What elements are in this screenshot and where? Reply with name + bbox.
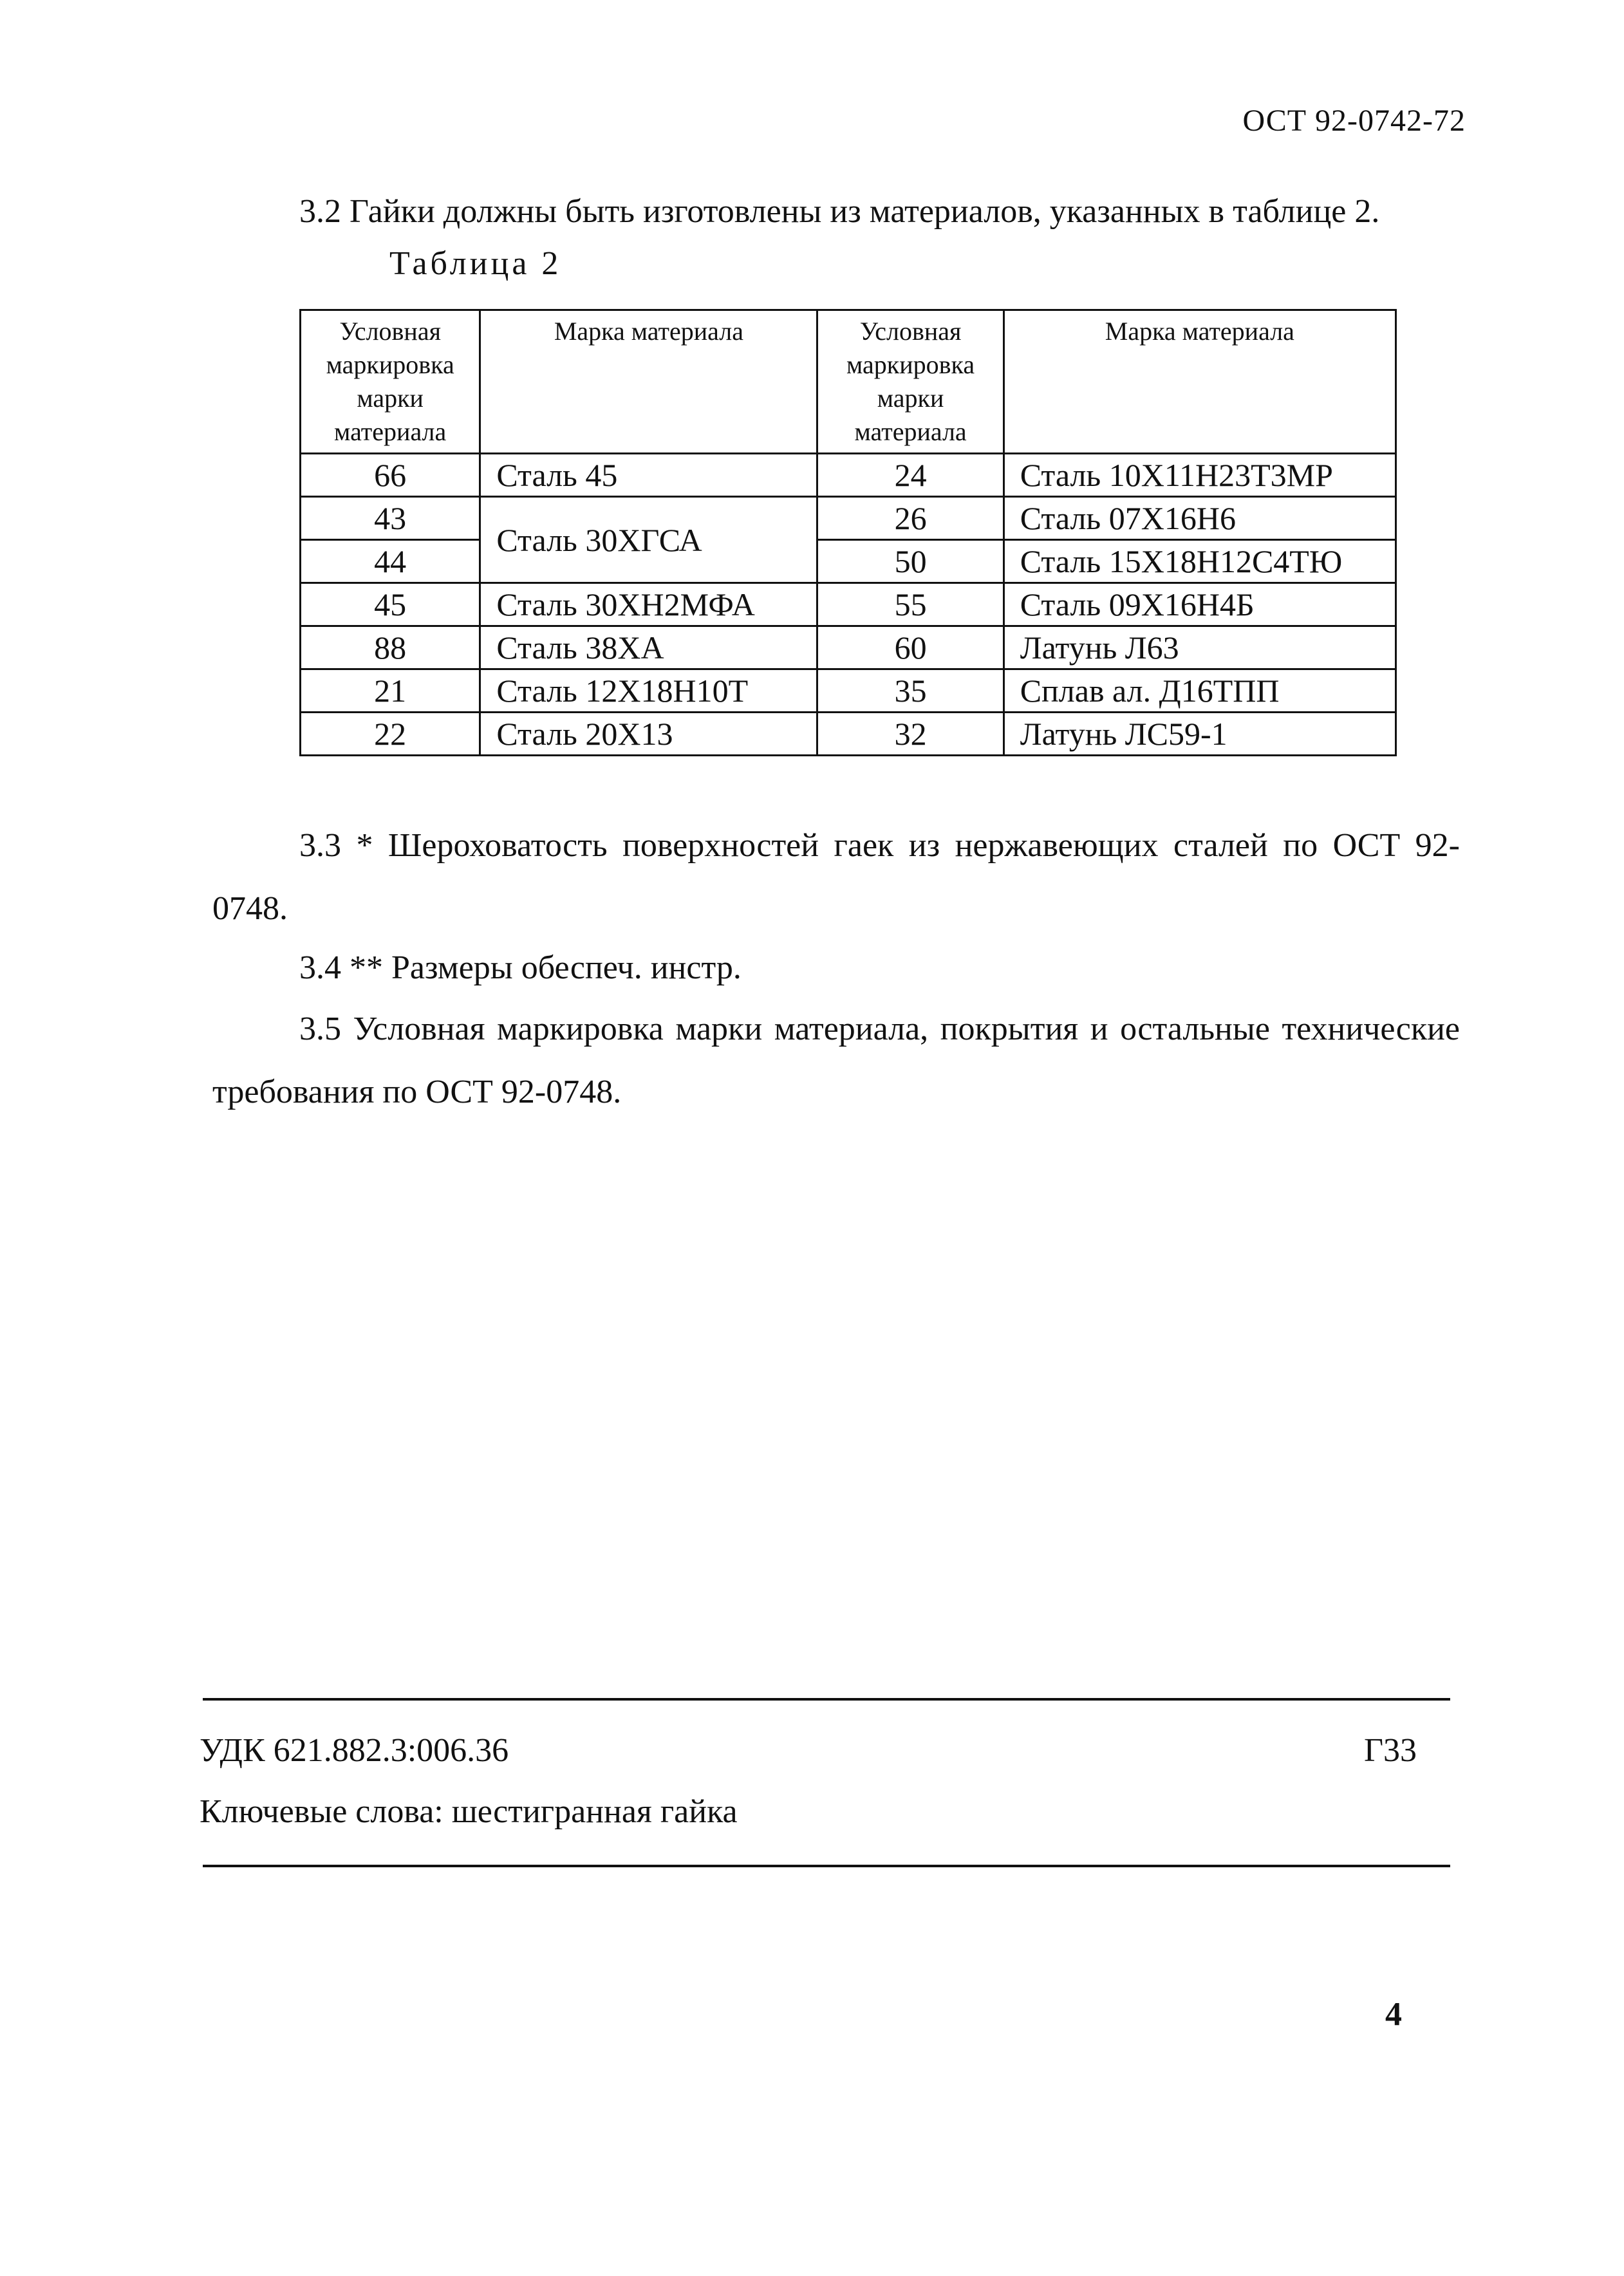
table-cell-code: 43 xyxy=(301,497,480,540)
table-cell-code: 35 xyxy=(817,669,1003,713)
table-row xyxy=(301,540,1396,583)
table-cell-code: 22 xyxy=(301,713,480,756)
udk-code: УДК 621.882.3:006.36 xyxy=(200,1732,509,1769)
table-cell-material: Сталь 09Х16Н4Б xyxy=(1003,583,1395,626)
table-row xyxy=(301,713,1396,756)
table-header-row xyxy=(301,310,1396,454)
table-cell-material: Латунь Л63 xyxy=(1003,626,1395,669)
table-cell-material-merged: Сталь 30ХГСА xyxy=(480,497,817,583)
table-cell-material: Сплав ал. Д16ТПП xyxy=(1003,669,1395,713)
table-cell-code: 55 xyxy=(817,583,1003,626)
table-cell-code: 32 xyxy=(817,713,1003,756)
table-cell-code: 50 xyxy=(817,540,1003,583)
materials-table xyxy=(299,309,1397,756)
classification-code: Г33 xyxy=(1363,1732,1417,1769)
footer-bottom-rule xyxy=(203,1865,1450,1867)
page-number: 4 xyxy=(1385,1996,1402,2033)
table-cell-code: 26 xyxy=(817,497,1003,540)
section-3-4-paragraph: 3.4 ** Размеры обеспеч. инстр. xyxy=(299,949,742,986)
table-row xyxy=(301,626,1396,669)
header-material-1: Марка материала xyxy=(480,310,817,454)
footer-top-rule xyxy=(203,1698,1450,1701)
document-code: ОСТ 92-0742-72 xyxy=(1242,104,1466,138)
section-3-3-paragraph: 3.3 * Шероховатость поверхностей гаек из нержавеющих сталей по ОСТ 92-0748. xyxy=(212,827,1460,927)
table-cell-code: 88 xyxy=(301,626,480,669)
table-cell-material: Латунь ЛС59-1 xyxy=(1003,713,1395,756)
table-caption: Таблица 2 xyxy=(389,245,562,282)
section-3-5-paragraph: 3.5 Условная маркировка марки материала, покрытия и остальные технические требования по ОСТ 92-0748. xyxy=(212,1011,1460,1110)
table-cell-code: 44 xyxy=(301,540,480,583)
table-row xyxy=(301,454,1396,497)
table-cell-material: Сталь 12Х18Н10Т xyxy=(480,669,817,713)
table-cell-material: Сталь 38ХА xyxy=(480,626,817,669)
table-cell-code: 24 xyxy=(817,454,1003,497)
table-cell-material: Сталь 15Х18Н12С4ТЮ xyxy=(1003,540,1395,583)
table-cell-material: Сталь 07Х16Н6 xyxy=(1003,497,1395,540)
section-3-2-paragraph: 3.2 Гайки должны быть изготовлены из материалов, указанных в таблице 2. xyxy=(299,193,1380,230)
header-code-2: Условная маркировка марки материала xyxy=(817,310,1003,454)
table-cell-material: Сталь 10Х11Н23Т3МР xyxy=(1003,454,1395,497)
table-row xyxy=(301,583,1396,626)
table-cell-material: Сталь 20Х13 xyxy=(480,713,817,756)
table-cell-material: Сталь 30ХН2МФА xyxy=(480,583,817,626)
table-cell-material: Сталь 45 xyxy=(480,454,817,497)
table-cell-code: 21 xyxy=(301,669,480,713)
table-cell-code: 60 xyxy=(817,626,1003,669)
header-material-2: Марка материала xyxy=(1003,310,1395,454)
table-cell-code: 45 xyxy=(301,583,480,626)
header-code-1: Условная маркировка марки материала xyxy=(301,310,480,454)
table-cell-code: 66 xyxy=(301,454,480,497)
table-row xyxy=(301,669,1396,713)
keywords-line: Ключевые слова: шестигранная гайка xyxy=(200,1793,738,1830)
table-row xyxy=(301,497,1396,540)
